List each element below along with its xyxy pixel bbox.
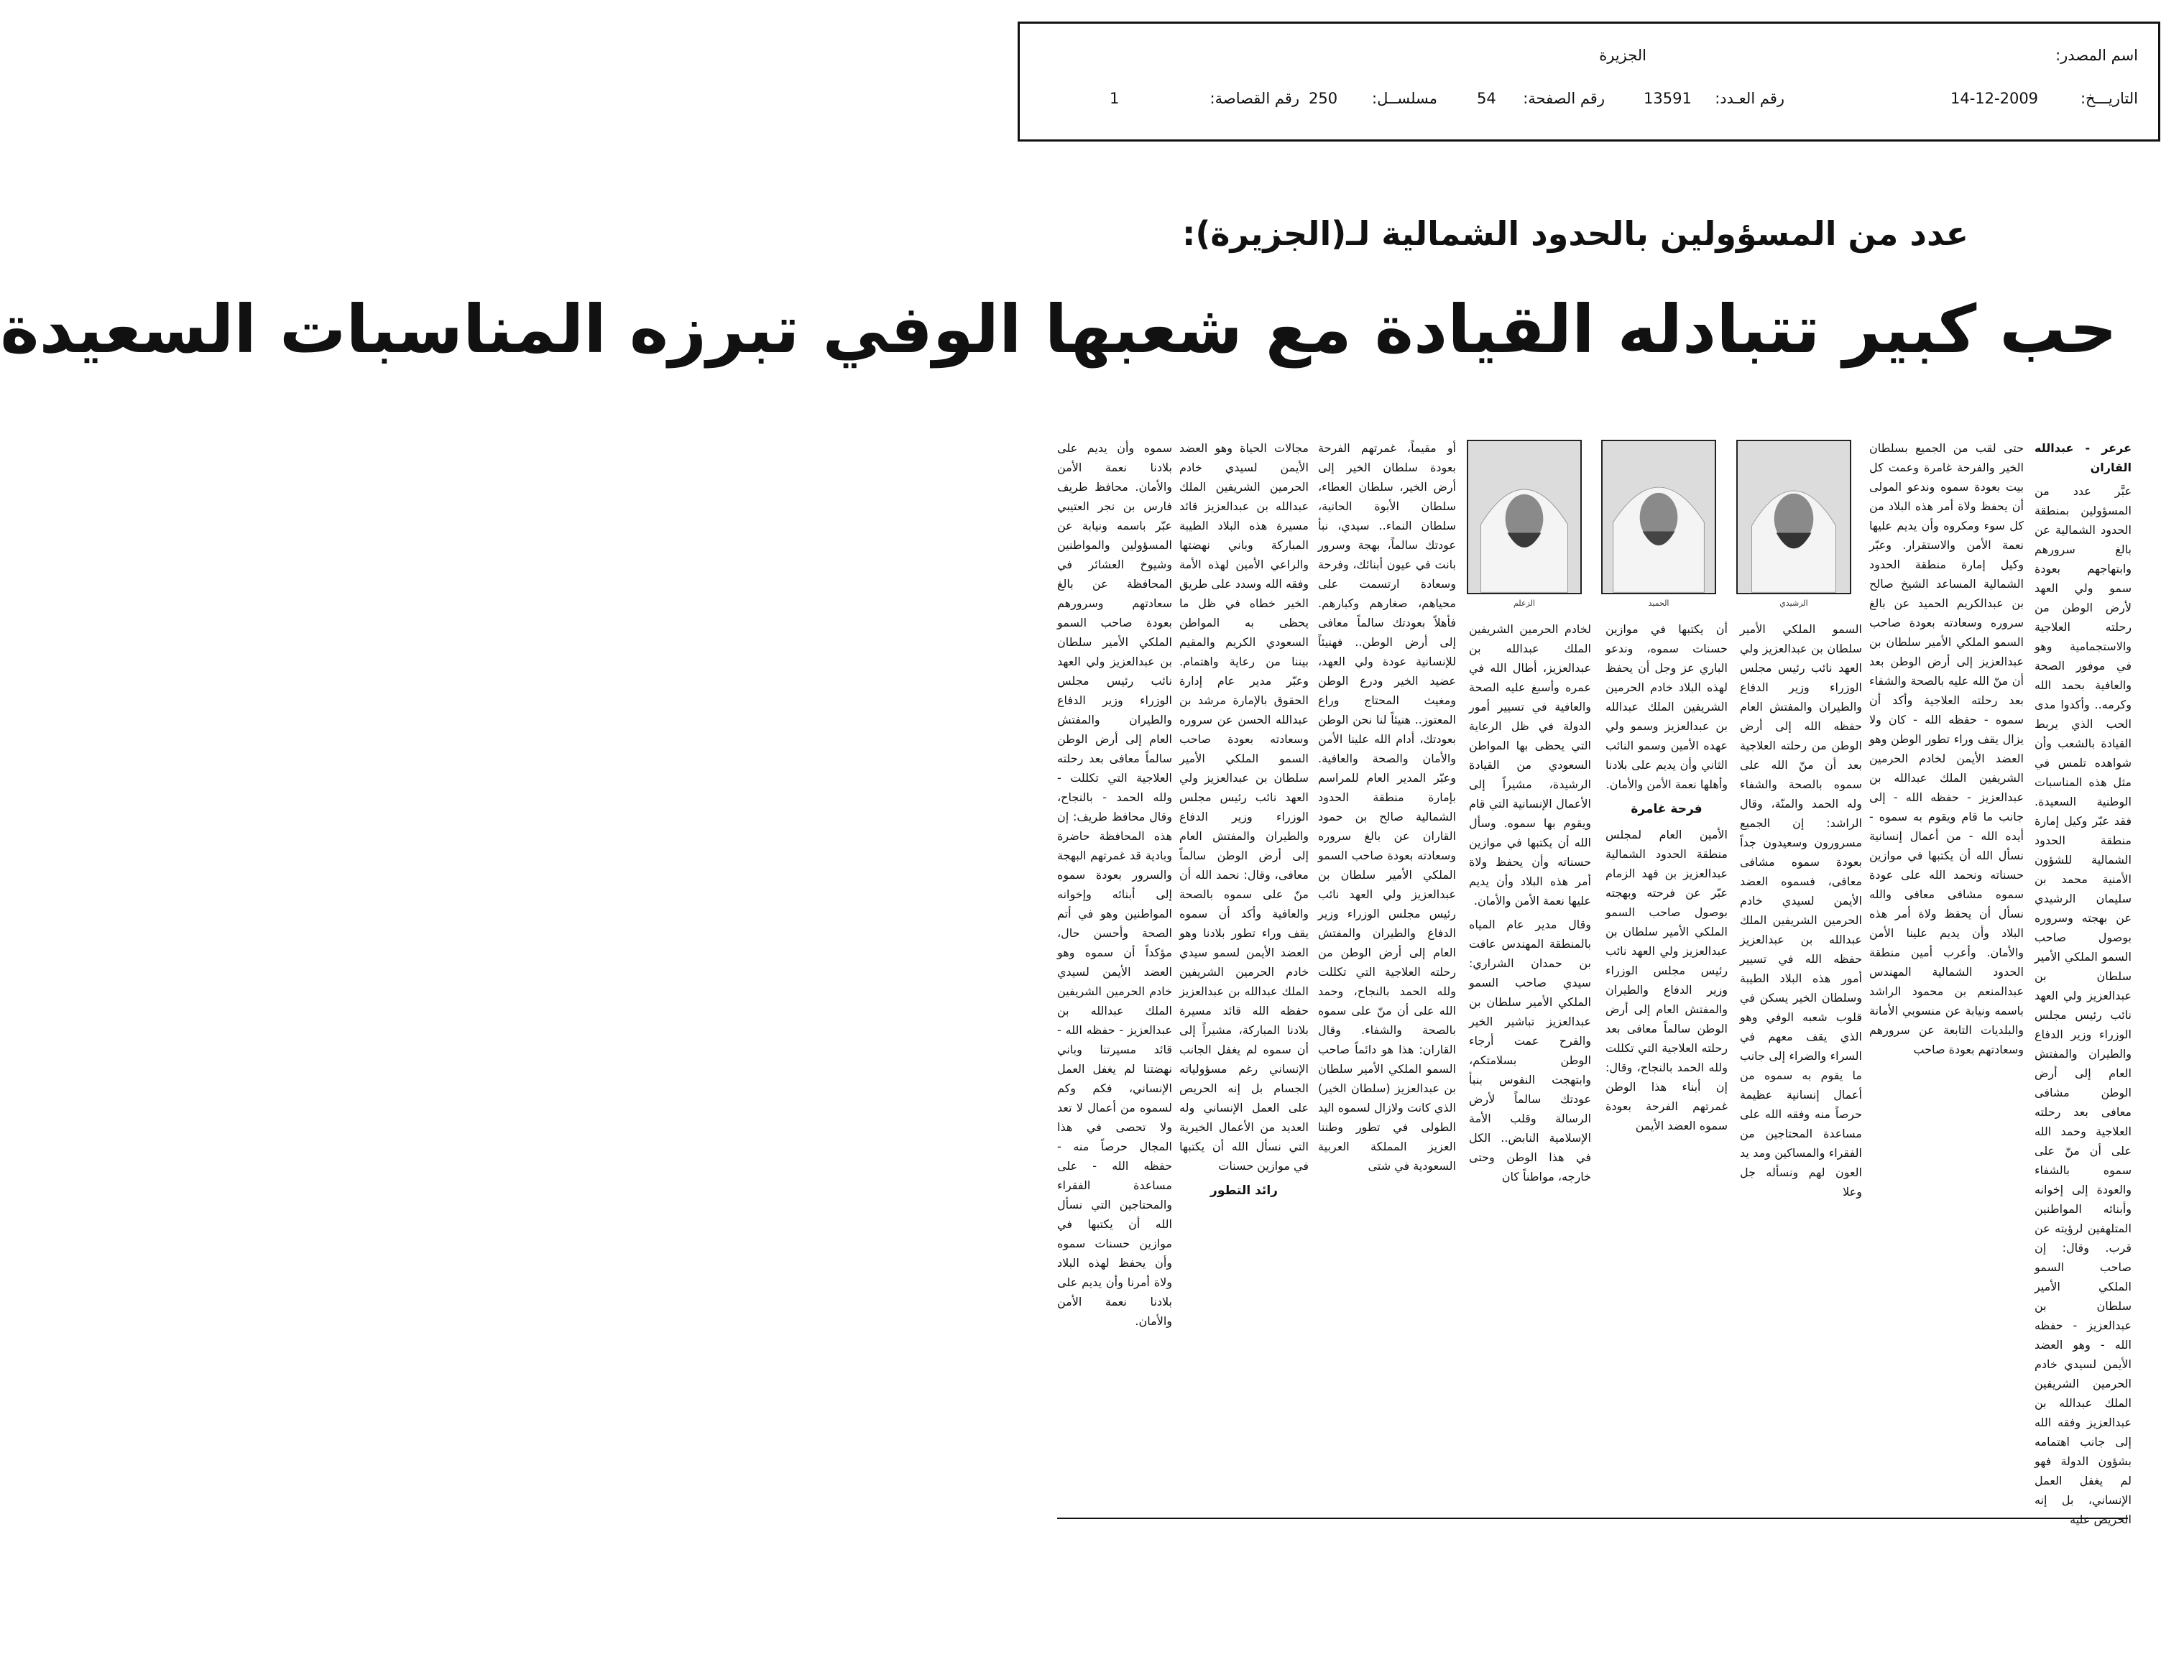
portrait-photo-rashidi: [1736, 440, 1851, 594]
article-column-2: [1869, 438, 2024, 1513]
column-2-text: حتى لقب من الجميع بسلطان الخير والفرحة غامرة وعمت كل بيت بعودة سموه وندعو المولى أن يحفظ ولاة أمر هذه البلاد من كل سوء ومكروه وأن يديم عليها نعمة الأمن والاستقرار. وعبّر وكيل إمارة منطقة الحدود الشمالية المساعد الشيخ صالح بن عبدالكريم الحميد عن بالغ سروره وسعادته بعودة صاحب السمو الملكي الأمير سلطان بن عبدالعزيز إلى أرض الوطن بعد أن منّ الله عليه بالصحة والشفاء بعد رحلته العلاجية وأكد أن سموه - حفظه الله - كان ولا يزال يقف وراء تطور الوطن وهو العضد الأيمن لخادم الحرمين الشريفين الملك عبدالله بن عبدالعزيز - حفظه الله - إلى جانب ما قام ويقوم به سموه - أيده الله - من أعمال إنسانية نسأل الله أن يكتبها في موازين حسناته ونحمد الله على عودة سموه مشافى معافى والله نسأل أن يحفظ ولاة أمر هذه البلاد وأن يديم علينا الأمن والأمان. وأعرب أمين منطقة الحدود الشمالية المهندس عبدالمنعم بن محمود الراشد باسمه ونيابة عن منسوبي الأمانة والبلديات التابعة عن سرورهم وسعادتهم بعودة صاحب: [1869, 441, 2024, 1056]
column-6-text: أو مقيماً، غمرتهم الفرحة بعودة سلطان الخير إلى أرض الخير، سلطان العطاء، سلطان الأبوة الحانية، سلطان النماء.. سيدي، نبأ عودتك سالماً، بهجة وسرور بانت في عيون أبنائك، وفرحة وسعادة ارتسمت على محياهم، صغارهم وكبارهم. فأهلاً بعودتك سالماً معافى إلى أرض الوطن.. فهنيئاً للإنسانية عودة ولي العهد، عضيد الخير ودرع الوطن ومغيث المحتاج وراع المعتوز.. هنيئاً لنا نحن الوطن بعودتك، أدام الله علينا الأمن والأمان والصحة والعافية. وعبّر المدير العام للمراسم بإمارة منطقة الحدود الشمالية صالح بن حمود القاران عن بالغ سروره وسعادته بعودة صاحب السمو الملكي الأمير سلطان بن عبدالعزيز ولي العهد نائب رئيس مجلس الوزراء وزير الدفاع والطيران والمفتش العام إلى أرض الوطن من رحلته العلاجية التي تكللت ولله الحمد بالنجاح، وحمد الله على أن منّ على سموه بالصحة والشفاء. وقال القاران: هذا هو دائماً صاحب السمو الملكي الأمير سلطان بن عبدالعزيز (سلطان الخير) الذي كانت ولازال لسموه اليد الطولى في تطور وطننا العزيز المملكة العربية السعودية في شتى: [1318, 441, 1456, 1173]
photo-caption-rashidi: الرشيدي: [1779, 599, 1808, 608]
column-4-text: أن يكتبها في موازين حسنات سموه، وندعو الباري عز وجل أن يحفظ لهذه البلاد خادم الحرمين الشريفين الملك عبدالله بن عبدالعزيز وسمو ولي عهده الأمين وسمو النائب الثاني وأن يديم على بلادنا وأهلها نعمة الأمن والأمان.: [1605, 622, 1728, 791]
clip-label: رقم القصاصة:: [1210, 90, 1299, 107]
portrait-figure-icon: [1738, 441, 1850, 593]
clipping-header: [1018, 22, 2160, 142]
photo-caption-hamid: الحميد: [1648, 599, 1669, 608]
issue-label: رقم العـدد:: [1715, 90, 1784, 107]
column-5-text: لخادم الحرمين الشريفين الملك عبدالله بن عبدالعزيز، أطال الله في عمره وأسبغ عليه الصحة والعافية في تسيير أمور الدولة في ظل الرعاية التي يحظى بها المواطن السعودي من القيادة الرشيدة، مشيراً إلى الأعمال الإنسانية التي قام ويقوم بها سموه. وسأل الله أن يكتبها في موازين حسناته وأن يحفظ ولاة أمر هذه البلاد وأن يديم عليها نعمة الأمن والأمان.: [1469, 622, 1591, 908]
page-value: 54: [1477, 90, 1496, 107]
column-8-text: سموه وأن يديم على بلادنا نعمة الأمن والأمان. محافظ طريف فارس بن نجر العتيبي عبّر باسمه ونيابة عن المسؤولين والمواطنين وشيوخ العشائر في المحافظة عن بالغ سعادتهم وسرورهم بعودة صاحب السمو الملكي الأمير سلطان بن عبدالعزيز ولي العهد نائب رئيس مجلس الوزراء وزير الدفاع والطيران والمفتش العام إلى أرض الوطن سالماً معافى بعد رحلته العلاجية التي تكللت - ولله الحمد - بالنجاح، وقال محافظ طريف: إن هذه المحافظة حاضرة وبادية قد غمرتهم البهجة والسرور بعودة سموه إلى أبنائه وإخوانه المواطنين وهو في أتم الصحة وأحسن حال، مؤكداً أن سموه وهو العضد الأيمن لسيدي خادم الحرمين الشريفين الملك عبدالله بن عبدالعزيز - حفظه الله - قائد مسيرتنا وباني نهضتنا لم يغفل العمل الإنساني، فكم وكم لسموه من أعمال لا تعد ولا تحصى في هذا المجال حرصاً منه - حفظه الله - على مساعدة الفقراء والمحتاجين التي نسأل الله أن يكتبها في موازين حسنات سموه وأن يحفظ لهذه البلاد ولاة أمرنا وأن يديم على بلادنا نعمة الأمن والأمان.: [1057, 441, 1172, 1328]
article-column-1: [2035, 438, 2132, 1526]
article-column-8: [1057, 438, 1172, 1513]
article-byline: عرعر - عبدالله القاران: [2035, 441, 2132, 474]
source-value: الجزيرة: [1599, 47, 1646, 64]
portrait-photo-zamil: [1467, 440, 1582, 594]
portrait-photo-hamid: [1601, 440, 1716, 594]
photo-caption-zamil: الزعلم: [1513, 599, 1535, 608]
clip-value: 1: [1110, 90, 1120, 107]
article-column-6: [1318, 438, 1456, 1513]
article-kicker: عدد من المسؤولين بالحدود الشمالية لـ(الجزيرة):: [1181, 214, 1968, 253]
article-column-7: [1179, 438, 1309, 1513]
article-column-3: [1740, 619, 1862, 1510]
article-column-4: [1605, 619, 1728, 1510]
column-3-text: السمو الملكي الأمير سلطان بن عبدالعزيز ولي العهد نائب رئيس مجلس الوزراء وزير الدفاع والطيران والمفتش العام حفظه الله إلى أرض الوطن من رحلته العلاجية بعد أن منّ الله على سموه بالصحة والشفاء وله الحمد والمنّة، وقال الراشد: إن الجميع مسرورون وسعيدون جداً بعودة سموه مشافى معافى، فسموه العضد الأيمن لسيدي خادم الحرمين الشريفين الملك عبدالله بن عبدالعزيز حفظه الله في تسيير أمور هذه البلاد الطيبة وسلطان الخير يسكن في قلوب شعبه الوفي وهو الذي يقف معهم في السراء والضراء إلى جانب ما يقوم به سموه من أعمال إنسانية عظيمة حرصاً منه وفقه الله على مساعدة المحتاجين من الفقراء والمساكين ومد يد العون لهم ونسأله جل وعلا: [1740, 622, 1862, 1199]
source-label: اسم المصدر:: [2055, 47, 2138, 64]
bottom-divider: [1057, 1518, 2128, 1519]
column-7-text: مجالات الحياة وهو العضد الأيمن لسيدي خادم الحرمين الشريفين الملك عبدالله بن عبدالعزيز قائد مسيرة هذه البلاد الطيبة المباركة وباني نهضتها والراعي الأمين لهذه الأمة وفقه الله وسدد على طريق الخير خطاه في ظل ما يحظى به المواطن السعودي الكريم والمقيم بيننا من رعاية واهتمام. وعبّر مدير عام إدارة الحقوق بالإمارة مرشد بن عبدالله الحسن عن سروره وسعادته بعودة صاحب السمو الملكي الأمير سلطان بن عبدالعزيز ولي العهد نائب رئيس مجلس الوزراء وزير الدفاع والطيران والمفتش العام إلى أرض الوطن سالماً معافى، وقال: نحمد الله أن منّ على سموه بالصحة والعافية وأكد أن سموه يقف وراء تطور بلادنا وهو العضد الأيمن لسمو سيدي خادم الحرمين الشريفين الملك عبدالله بن عبدالعزيز حفظه الله قائد مسيرة بلادنا المباركة، مشيراً إلى أن سموه لم يغفل الجانب الإنساني رغم مسؤولياته الجسام بل إنه الحريص على العمل الإنساني وله العديد من الأعمال الخيرية التي نسأل الله أن يكتبها في موازين حسنات: [1179, 441, 1309, 1173]
issue-value: 13591: [1644, 90, 1692, 107]
article-headline: حب كبير تتبادله القيادة مع شعبها الوفي تبرزه المناسبات السعيدة: [0, 291, 2117, 368]
subheading-development: رائد التطور: [1210, 1183, 1278, 1198]
portrait-figure-icon: [1468, 441, 1580, 593]
portrait-figure-icon: [1603, 441, 1715, 593]
column-1-text: عبَّر عدد من المسؤولين بمنطقة الحدود الشمالية عن بالغ سرورهم وابتهاجهم بعودة سمو ولي العهد لأرض الوطن من رحلته العلاجية والاستجمامية وهو في موفور الصحة والعافية بحمد الله وكرمه.. وأكدوا مدى الحب الذي يربط القيادة بالشعب وأن شواهده تلمس في مثل هذه المناسبات الوطنية السعيدة. فقد عبّر وكيل إمارة منطقة الحدود الشمالية للشؤون الأمنية محمد بن سليمان الرشيدي عن بهجته وسروره بوصول صاحب السمو الملكي الأمير سلطان بن عبدالعزيز ولي العهد نائب رئيس مجلس الوزراء وزير الدفاع والطيران والمفتش العام إلى أرض الوطن مشافى معافى بعد رحلته العلاجية وحمد الله على أن منّ على سموه بالشفاء والعودة إلى إخوانه وأبنائه المواطنين المتلهفين لرؤيته عن قرب. وقال: إن صاحب السمو الملكي الأمير سلطان بن عبدالعزيز - حفظه الله - وهو العضد الأيمن لسيدي خادم الحرمين الشريفين الملك عبدالله بن عبدالعزيز وفقه الله إلى جانب اهتمامه بشؤون الدولة فهو لم يغفل العمل الإنساني، بل إنه الحريص عليه: [2035, 484, 2132, 1526]
subheading-joy: فرحة غامرة: [1631, 802, 1702, 816]
article-column-5: [1469, 619, 1591, 1510]
serial-label: مسلســل:: [1372, 90, 1437, 107]
column-4-continued: الأمين العام لمجلس منطقة الحدود الشمالية عبدالعزيز بن فهد الزمام عبّر عن فرحته وبهجته بوصول صاحب السمو الملكي الأمير سلطان بن عبدالعزيز ولي العهد نائب رئيس مجلس الوزراء وزير الدفاع والطيران والمفتش العام إلى أرض الوطن سالماً معافى بعد رحلته العلاجية التي تكللت ولله الحمد بالنجاح، وقال: إن أبناء هذا الوطن غمرتهم الفرحة بعودة سموه العضد الأيمن: [1605, 828, 1728, 1132]
date-value: 14-12-2009: [1950, 90, 2039, 107]
column-5-continued: وقال مدير عام المياه بالمنطقة المهندس عافت بن حمدان الشراري: سيدي صاحب السمو الملكي الأمير سلطان بن عبدالعزيز تباشير الخير والفرح عمت أرجاء الوطن بسلامتكم، وابتهجت النفوس بنبأ عودتك سالماً لأرض الرسالة وقلب الأمة الإسلامية النابض.. الكل في هذا الوطن وحتى خارجه، مواطناً كان: [1469, 918, 1591, 1183]
page-label: رقم الصفحة:: [1523, 90, 1605, 107]
date-label: التاريـــخ:: [2080, 90, 2138, 107]
serial-value: 250: [1309, 90, 1338, 107]
